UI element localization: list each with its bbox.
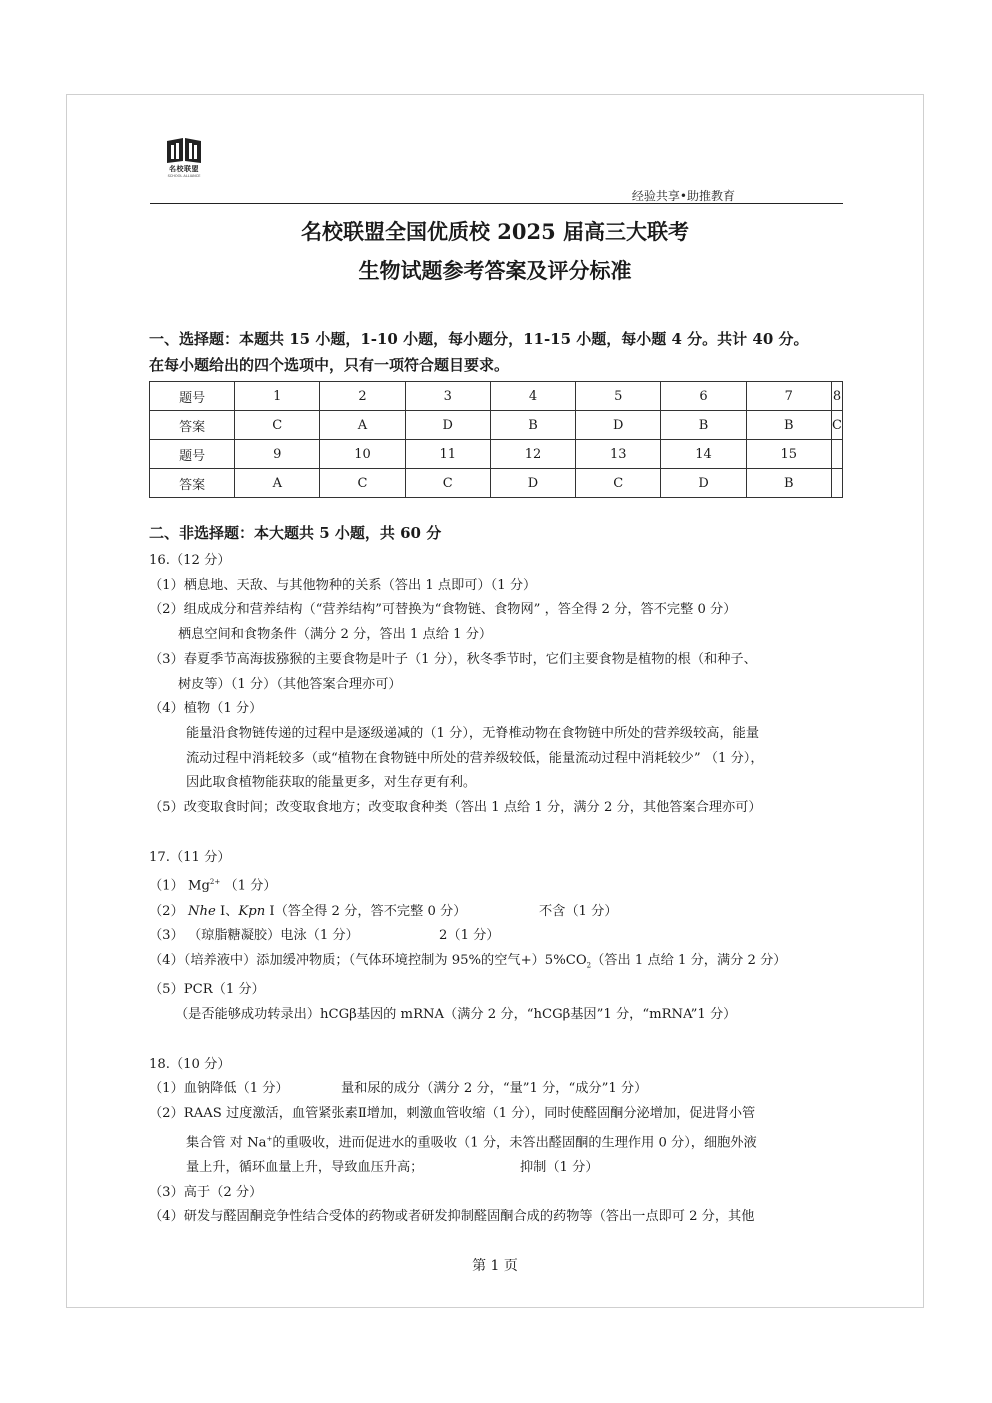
table-cell: 9 — [235, 440, 320, 469]
q18-l1-right: 量和尿的成分（满分 2 分，“量”1 分，“成分”1 分） — [341, 1081, 648, 1097]
table-cell: B — [490, 411, 575, 440]
section1-instructions — [149, 326, 869, 378]
table-row — [150, 411, 843, 440]
q17-l3-right: 2（1 分） — [439, 928, 500, 944]
q17-line — [149, 900, 869, 925]
table-cell: 5 — [576, 382, 661, 411]
table-cell: A — [320, 411, 405, 440]
q17-title: 17.（11 分） — [149, 849, 231, 865]
section1-line2: 在每小题给出的四个选项中，只有一项符合题目要求。 — [149, 356, 510, 374]
q17-l2-post: Ⅰ（答全得 2 分，答不完整 0 分） — [265, 903, 467, 919]
q18-line: （2）RAAS 过度激活，血管紧张素Ⅱ增加，刺激血管收缩（1 分），同时使醛固酮分泌增加，促进肾小管 — [149, 1106, 756, 1122]
header-divider — [150, 203, 843, 204]
q17-nhe: Nhe — [187, 903, 216, 919]
section1-line1: 一、选择题：本题共 15 小题，1-10 小题，每小题分，11-15 小题，每小题 4 分。共计 40 分。 — [149, 330, 809, 348]
q18-l3-pre: 集合管 对 Na — [186, 1135, 267, 1151]
q17-kpn: Kpn — [238, 903, 266, 919]
q16-line: 流动过程中消耗较多（或“植物在食物链中所处的营养级较低，能量流动过程中消耗较少” （1 分）， — [186, 750, 764, 766]
q17-l2-pre: （2） — [149, 903, 188, 919]
q16-line: 树皮等）（1 分）（其他答案合理亦可） — [178, 676, 402, 692]
q16-line: 因此取食植物能获取的能量更多，对生存更有利。 — [186, 775, 477, 791]
q16-line: （3）春夏季节高海拔猕猴的主要食物是叶子（1 分），秋冬季节时，它们主要食物是植物的根（和种子、 — [149, 651, 757, 667]
q17-line: （5）PCR（1 分） — [149, 982, 265, 998]
q18-line: （3）高于（2 分） — [149, 1184, 263, 1200]
answer-body — [149, 549, 869, 1230]
q16-line: （1）栖息地、天敌、与其他物种的关系（答出 1 点即可）（1 分） — [149, 577, 537, 593]
table-cell: 14 — [661, 440, 746, 469]
table-cell: C — [405, 469, 490, 498]
table-cell: D — [490, 469, 575, 498]
q17-subscript: 2 — [586, 961, 592, 970]
exam-title: 名校联盟全国优质校 2025 届高三大联考 — [300, 219, 690, 244]
table-cell: 15 — [746, 440, 831, 469]
q17-l1-text: （1） Mg — [149, 878, 210, 894]
table-cell: 3 — [405, 382, 490, 411]
logo-english-name: SCHOOL ALLIANCE — [167, 174, 201, 178]
document-page — [66, 94, 924, 1308]
table-cell: B — [746, 411, 831, 440]
spacer — [149, 821, 869, 846]
table-row — [150, 440, 843, 469]
table-cell: D — [576, 411, 661, 440]
table-cell: 答案 — [150, 411, 235, 440]
spacer — [149, 1028, 869, 1053]
q18-line — [149, 1156, 869, 1181]
table-cell — [831, 469, 842, 498]
q16-line: 能量沿食物链传递的过程中是逐级递减的（1 分），无脊椎动物在食物链中所处的营养级较高，能量 — [186, 725, 760, 741]
book-logo-icon — [165, 135, 203, 165]
q18-l1-left: （1）血钠降低（1 分） — [149, 1081, 289, 1097]
q17-l2-left — [149, 900, 539, 925]
table-cell: B — [661, 411, 746, 440]
table-cell: 13 — [576, 440, 661, 469]
table-cell: 12 — [490, 440, 575, 469]
table-cell: 题号 — [150, 382, 235, 411]
table-cell: C — [576, 469, 661, 498]
table-cell: 答案 — [150, 469, 235, 498]
exam-subtitle: 生物试题参考答案及评分标准 — [358, 258, 632, 283]
q16-line: （4）植物（1 分） — [149, 701, 263, 717]
q17-l4-post: （答出 1 点给 1 分，满分 2 分） — [591, 952, 787, 968]
q18-line: （4）研发与醛固酮竞争性结合受体的药物或者研发抑制醛固酮合成的药物等（答出一点即可 2 分，其他 — [149, 1209, 755, 1225]
q18-line — [149, 1127, 869, 1156]
q18-l3-post: 的重吸收，进而促进水的重吸收（1 分，未答出醛固酮的生理作用 0 分），细胞外液 — [272, 1135, 757, 1151]
q18-l4-right: 抑制（1 分） — [520, 1159, 599, 1175]
q16-title: 16.（12 分） — [149, 553, 231, 568]
table-cell: D — [405, 411, 490, 440]
table-cell: C — [320, 469, 405, 498]
q16-line: （5）改变取食时间；改变取食地方；改变取食种类（答出 1 点给 1 分，满分 2 分，其他答案合理亦可） — [149, 800, 762, 816]
section2-heading: 二、非选择题：本大题共 5 小题，共 60 分 — [149, 524, 442, 542]
table-row — [150, 382, 843, 411]
q17-l4-pre: （4）（培养液中）添加缓冲物质；（气体环境控制为 95%的空气+）5%CO — [149, 952, 587, 968]
table-cell: 1 — [235, 382, 320, 411]
table-cell — [831, 440, 842, 469]
q17-line — [149, 870, 869, 899]
page-number: 第 1 页 — [472, 1258, 518, 1274]
table-cell: 4 — [490, 382, 575, 411]
table-cell: 8 — [831, 382, 842, 411]
q17-l1-post: （1 分） — [220, 878, 277, 894]
q18-l4-left: 量上升，循环血量上升，导致血压升高； — [186, 1159, 424, 1175]
q16-line: （2）组成成分和营养结构（“营养结构”可替换为“食物链、食物网” ，答全得 2 分，答不完整 0 分） — [149, 602, 737, 618]
table-cell: B — [746, 469, 831, 498]
table-cell: 2 — [320, 382, 405, 411]
table-cell: A — [235, 469, 320, 498]
table-cell: C — [831, 411, 842, 440]
table-cell: 11 — [405, 440, 490, 469]
q16-line: 栖息空间和食物条件（满分 2 分，答出 1 点给 1 分） — [178, 627, 493, 643]
answer-table — [149, 381, 843, 498]
logo-name: 名校联盟 — [169, 165, 199, 173]
table-cell: 7 — [746, 382, 831, 411]
q17-line — [149, 949, 869, 978]
q18-superscript: + — [266, 1134, 273, 1143]
table-cell: 6 — [661, 382, 746, 411]
school-alliance-logo — [160, 135, 208, 195]
q17-line: （是否能够成功转录出）hCGβ基因的 mRNA（满分 2 分，“hCGβ基因”1 分，“mRNA”1 分） — [175, 1006, 737, 1022]
q17-l3-left: （3） （琼脂糖凝胶）电泳（1 分） — [149, 928, 359, 944]
table-cell: D — [661, 469, 746, 498]
q17-line — [149, 924, 869, 949]
q18-line — [149, 1077, 869, 1102]
q17-superscript: 2+ — [209, 878, 221, 887]
table-cell: 10 — [320, 440, 405, 469]
table-row — [150, 469, 843, 498]
q17-l2-right: 不含（1 分） — [539, 903, 618, 919]
table-cell: 题号 — [150, 440, 235, 469]
header-slogan: 经验共享•助推教育 — [631, 189, 735, 203]
q17-l2-mid: Ⅰ、 — [215, 903, 239, 919]
q18-title: 18.（10 分） — [149, 1056, 231, 1072]
table-cell: C — [235, 411, 320, 440]
